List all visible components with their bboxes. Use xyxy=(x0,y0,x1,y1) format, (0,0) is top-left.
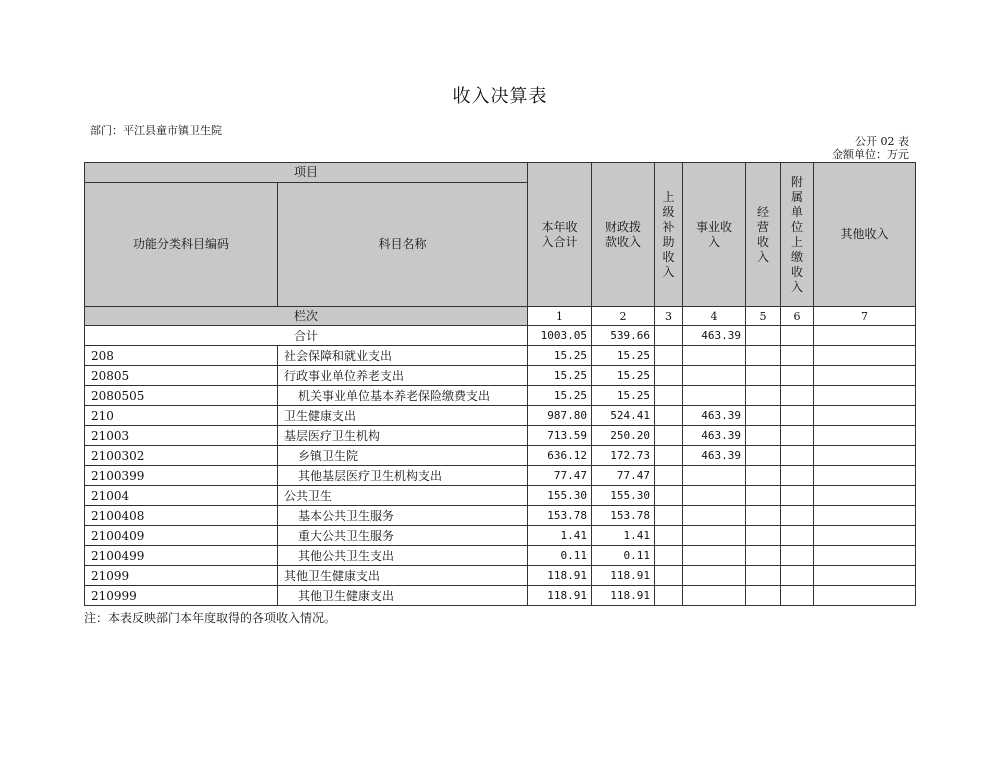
total-cell xyxy=(781,326,814,346)
func-code-cell: 21099 xyxy=(85,566,278,586)
amount-cell xyxy=(746,466,781,486)
amount-cell xyxy=(655,366,683,386)
amount-cell: 118.91 xyxy=(528,586,592,606)
subject-name-cell: 行政事业单位养老支出 xyxy=(278,366,528,386)
amount-cell xyxy=(683,386,746,406)
func-code-cell: 2100409 xyxy=(85,526,278,546)
col-number: 5 xyxy=(746,307,781,326)
amount-cell xyxy=(814,386,916,406)
amount-cell xyxy=(655,406,683,426)
col-number: 6 xyxy=(781,307,814,326)
total-label: 合计 xyxy=(85,326,528,346)
subject-name-cell: 重大公共卫生服务 xyxy=(278,526,528,546)
table-row xyxy=(85,406,916,426)
income-table xyxy=(84,162,916,606)
amount-cell xyxy=(814,486,916,506)
amount-cell xyxy=(683,366,746,386)
amount-cell xyxy=(746,546,781,566)
amount-cell xyxy=(655,546,683,566)
amount-cell xyxy=(746,406,781,426)
amount-cell xyxy=(746,486,781,506)
amount-cell: 153.78 xyxy=(592,506,655,526)
amount-cell: 172.73 xyxy=(592,446,655,466)
amount-cell xyxy=(683,486,746,506)
amount-cell xyxy=(655,586,683,606)
amount-cell: 250.20 xyxy=(592,426,655,446)
header-col-total: 本年收入合计 xyxy=(528,163,592,307)
table-row xyxy=(85,446,916,466)
col-number: 4 xyxy=(683,307,746,326)
func-code-cell: 20805 xyxy=(85,366,278,386)
subject-name-cell: 机关事业单位基本养老保险缴费支出 xyxy=(278,386,528,406)
amount-cell xyxy=(683,466,746,486)
amount-cell xyxy=(814,446,916,466)
amount-cell: 15.25 xyxy=(528,346,592,366)
amount-cell: 1.41 xyxy=(528,526,592,546)
amount-cell: 77.47 xyxy=(528,466,592,486)
amount-cell xyxy=(781,566,814,586)
table-row xyxy=(85,466,916,486)
amount-cell: 15.25 xyxy=(592,386,655,406)
amount-cell xyxy=(746,506,781,526)
amount-cell xyxy=(746,366,781,386)
table-row xyxy=(85,506,916,526)
amount-cell: 463.39 xyxy=(683,406,746,426)
amount-cell xyxy=(655,466,683,486)
amount-cell xyxy=(655,486,683,506)
amount-cell xyxy=(683,546,746,566)
amount-cell xyxy=(781,546,814,566)
table-row xyxy=(85,566,916,586)
amount-cell xyxy=(814,406,916,426)
func-code-cell: 2100302 xyxy=(85,446,278,466)
amount-cell: 15.25 xyxy=(528,386,592,406)
func-code-cell: 210 xyxy=(85,406,278,426)
table-row xyxy=(85,546,916,566)
subject-name-cell: 其他卫生健康支出 xyxy=(278,586,528,606)
report-title: 收入决算表 xyxy=(452,86,548,107)
subject-name-cell: 乡镇卫生院 xyxy=(278,446,528,466)
total-row xyxy=(85,326,916,346)
amount-cell: 463.39 xyxy=(683,426,746,446)
func-code-cell: 2100399 xyxy=(85,466,278,486)
amount-cell xyxy=(655,346,683,366)
table-row xyxy=(85,346,916,366)
amount-cell xyxy=(781,426,814,446)
amount-cell xyxy=(683,566,746,586)
amount-cell xyxy=(746,446,781,466)
header-col-business: 事业收入 xyxy=(683,163,746,307)
amount-cell xyxy=(683,346,746,366)
amount-cell xyxy=(781,366,814,386)
amount-unit: 金额单位：万元 xyxy=(832,148,909,161)
table-row xyxy=(85,386,916,406)
func-code-cell: 21004 xyxy=(85,486,278,506)
total-cell xyxy=(814,326,916,346)
header-col-fiscal: 财政拨款收入 xyxy=(592,163,655,307)
amount-cell xyxy=(655,506,683,526)
amount-cell: 155.30 xyxy=(528,486,592,506)
subject-name-cell: 基本公共卫生服务 xyxy=(278,506,528,526)
subject-name-cell: 社会保障和就业支出 xyxy=(278,346,528,366)
amount-cell xyxy=(655,566,683,586)
amount-cell xyxy=(781,526,814,546)
amount-cell xyxy=(781,466,814,486)
amount-cell xyxy=(814,366,916,386)
func-code-cell: 2100408 xyxy=(85,506,278,526)
table-row xyxy=(85,366,916,386)
amount-cell xyxy=(746,426,781,446)
header-row-index: 栏次 xyxy=(85,307,528,326)
total-cell xyxy=(655,326,683,346)
amount-cell xyxy=(814,506,916,526)
amount-cell: 118.91 xyxy=(528,566,592,586)
amount-cell xyxy=(814,346,916,366)
amount-cell xyxy=(683,506,746,526)
amount-cell: 15.25 xyxy=(592,346,655,366)
subject-name-cell: 其他公共卫生支出 xyxy=(278,546,528,566)
amount-cell xyxy=(814,546,916,566)
amount-cell xyxy=(683,586,746,606)
form-code: 公开 02 表 xyxy=(855,135,909,148)
table-row xyxy=(85,486,916,506)
amount-cell xyxy=(781,346,814,366)
func-code-cell: 2100499 xyxy=(85,546,278,566)
amount-cell xyxy=(683,526,746,546)
amount-cell: 15.25 xyxy=(528,366,592,386)
amount-cell xyxy=(655,426,683,446)
department-label: 部门：平江县童市镇卫生院 xyxy=(90,124,222,137)
amount-cell xyxy=(814,566,916,586)
amount-cell xyxy=(781,586,814,606)
amount-cell xyxy=(814,526,916,546)
total-cell xyxy=(746,326,781,346)
subject-name-cell: 其他基层医疗卫生机构支出 xyxy=(278,466,528,486)
amount-cell: 118.91 xyxy=(592,586,655,606)
amount-cell xyxy=(655,446,683,466)
amount-cell: 713.59 xyxy=(528,426,592,446)
amount-cell: 0.11 xyxy=(592,546,655,566)
total-cell: 1003.05 xyxy=(528,326,592,346)
amount-cell: 1.41 xyxy=(592,526,655,546)
amount-cell: 118.91 xyxy=(592,566,655,586)
header-col-affiliated: 附属单位上缴收入 xyxy=(781,163,814,307)
amount-cell xyxy=(655,526,683,546)
amount-cell xyxy=(814,466,916,486)
col-number: 2 xyxy=(592,307,655,326)
amount-cell: 463.39 xyxy=(683,446,746,466)
subject-name-cell: 基层医疗卫生机构 xyxy=(278,426,528,446)
header-subject-name: 科目名称 xyxy=(278,183,528,307)
header-col-other: 其他收入 xyxy=(814,163,916,307)
header-func-code: 功能分类科目编码 xyxy=(85,183,278,307)
subject-name-cell: 卫生健康支出 xyxy=(278,406,528,426)
amount-cell xyxy=(655,386,683,406)
col-number: 1 xyxy=(528,307,592,326)
subject-name-cell: 公共卫生 xyxy=(278,486,528,506)
col-number: 7 xyxy=(814,307,916,326)
amount-cell: 524.41 xyxy=(592,406,655,426)
amount-cell: 987.80 xyxy=(528,406,592,426)
amount-cell xyxy=(781,406,814,426)
amount-cell xyxy=(746,386,781,406)
func-code-cell: 210999 xyxy=(85,586,278,606)
amount-cell xyxy=(746,346,781,366)
table-row xyxy=(85,426,916,446)
table-row xyxy=(85,526,916,546)
col-number: 3 xyxy=(655,307,683,326)
amount-cell xyxy=(781,506,814,526)
amount-cell: 155.30 xyxy=(592,486,655,506)
func-code-cell: 208 xyxy=(85,346,278,366)
amount-cell xyxy=(746,586,781,606)
amount-cell: 77.47 xyxy=(592,466,655,486)
amount-cell xyxy=(781,446,814,466)
amount-cell xyxy=(814,426,916,446)
amount-cell: 15.25 xyxy=(592,366,655,386)
amount-cell: 153.78 xyxy=(528,506,592,526)
amount-cell xyxy=(746,566,781,586)
total-cell: 463.39 xyxy=(683,326,746,346)
func-code-cell: 2080505 xyxy=(85,386,278,406)
subject-name-cell: 其他卫生健康支出 xyxy=(278,566,528,586)
header-item-group: 项目 xyxy=(85,163,528,183)
amount-cell: 636.12 xyxy=(528,446,592,466)
amount-cell xyxy=(746,526,781,546)
amount-cell xyxy=(781,486,814,506)
header-col-operating: 经营收入 xyxy=(746,163,781,307)
func-code-cell: 21003 xyxy=(85,426,278,446)
amount-cell xyxy=(781,386,814,406)
header-col-upper: 上级补助收入 xyxy=(655,163,683,307)
amount-cell: 0.11 xyxy=(528,546,592,566)
amount-cell xyxy=(814,586,916,606)
table-row xyxy=(85,586,916,606)
total-cell: 539.66 xyxy=(592,326,655,346)
footnote: 注：本表反映部门本年度取得的各项收入情况。 xyxy=(84,611,337,625)
